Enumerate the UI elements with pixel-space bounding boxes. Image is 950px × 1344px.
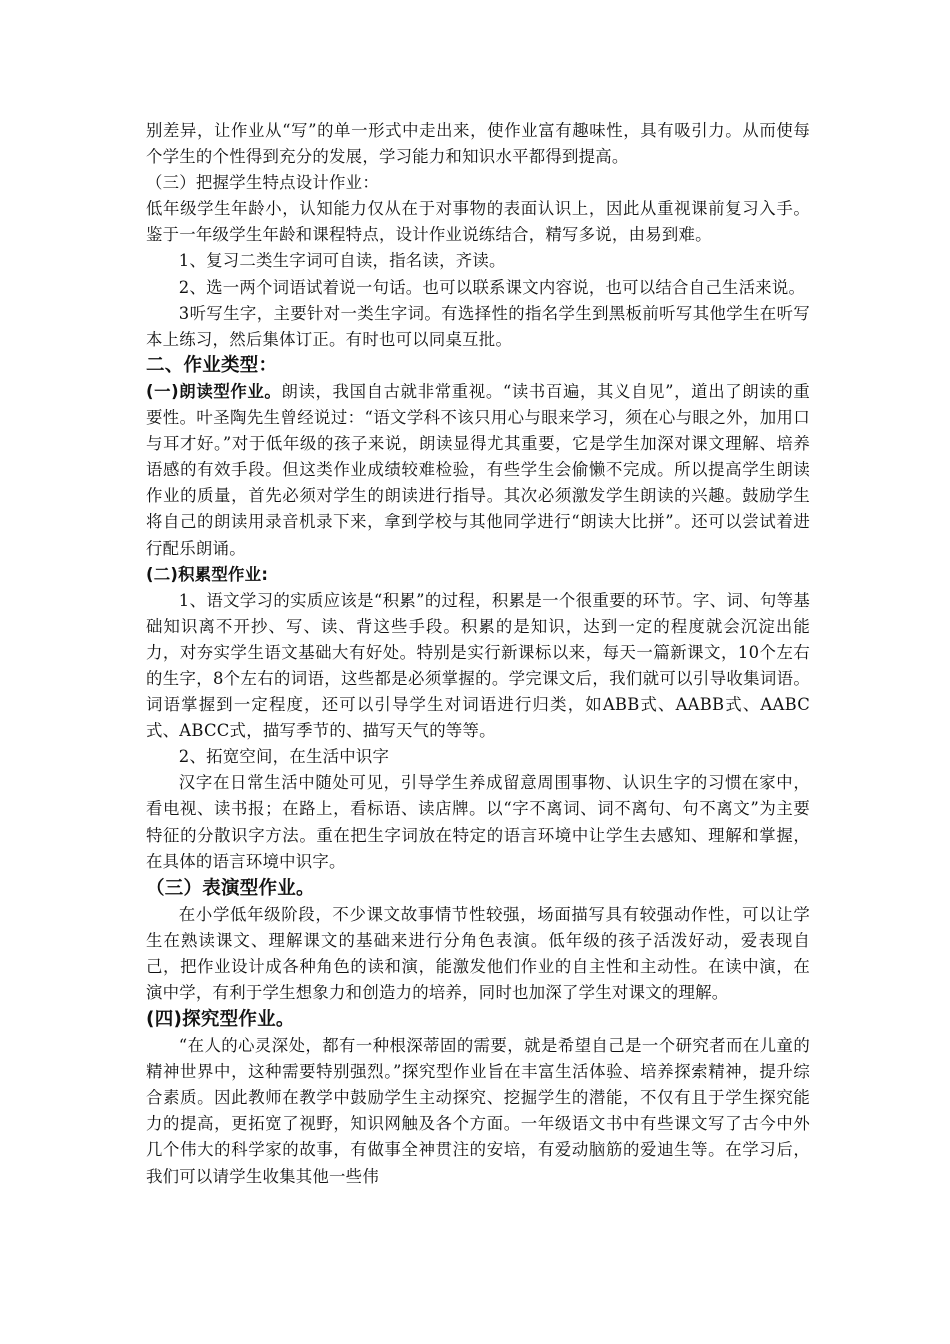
paragraph-intro: 别差异，让作业从“写”的单一形式中走出来，使作业富有趣味性，具有吸引力。从而使每个学生的个性得到充分的发展，学习能力和知识水平都得到提高。 — [146, 121, 810, 167]
paragraph-accumulation-1: 1、语文学习的实质应该是“积累”的过程，积累是一个很重要的环节。字、词、句等基础知识离不开抄、写、读、背这些手段。积累的是知识，达到一定的程度就会沉淀出能力，对夯实学生语文基础大有好处。特别是实行新课标以来，每天一篇新课文，10个左右的生字，8个左右的词语，这些都是必须掌握的。学完课文后，我们就可以引导收集词语。词语掌握到一定程度，还可以引导学生对词语进行归类，如ABB式、AABB式、AABC式、ABCC式，描写季节的、描写天气的等等。 — [146, 590, 810, 741]
paragraph-reading — [146, 379, 810, 562]
list-item-2: 2、选一两个词语试着说一句话。也可以联系课文内容说，也可以结合自己生活来说。 — [178, 277, 806, 297]
section-heading-homework-types: 二、作业类型： — [146, 354, 278, 376]
paragraph-exploration: “在人的心灵深处，都有一种根深蒂固的需要，就是希望自己是一个研究者而在儿童的精神世界中，这种需要特别强烈。”探究型作业旨在丰富生活体验、培养探索精神，提升综合素质。因此教师在教学中鼓励学生主动探究、挖掘学生的潜能，不仅有且于学生探究能力的提高，更拓宽了视野，知识网触及各个方面。一年级语文书中有些课文写了古今中外几个伟大的科学家的故事，有做事全神贯注的安培，有爱动脑筋的爱迪生等。在学习后，我们可以请学生收集其他一些伟 — [146, 1036, 810, 1186]
reading-homework-title: (一)朗读型作业。 — [146, 381, 282, 401]
heading-design-homework: （三）把握学生特点设计作业： — [146, 173, 379, 193]
heading-performance-homework: （三）表演型作业。 — [146, 877, 315, 899]
heading-exploration-homework: (四)探究型作业。 — [146, 1009, 295, 1031]
paragraph-performance: 在小学低年级阶段，不少课文故事情节性较强，场面描写具有较强动作性，可以让学生在熟读课文、理解课文的基础来进行分角色表演。低年级的孩子活泼好动，爱表现自己，把作业设计成各种角色的读和演，能激发他们作业的自主性和主动性。在读中演，在演中学，有利于学生想象力和创造力的培养，同时也加深了学生对课文的理解。 — [146, 904, 810, 1002]
accumulation-2-title: 2、拓宽空间，在生活中识字 — [178, 747, 390, 767]
list-item-1: 1、复习二类生字词可自读，指名读，齐读。 — [178, 251, 506, 271]
reading-homework-body: 朗读，我国自古就非常重视。“读书百遍，其义自见”，道出了朗读的重要性。叶圣陶先生曾经说过：“语文学科不该只用心与眼来学习，须在心与眼之外，加用口与耳才好。”对于低年级的孩子来说，朗读显得尤其重要，它是学生加深对课文理解、培养语感的有效手段。但这类作业成绩较难检验，有些学生会偷懒不完成。所以提高学生朗读作业的质量，首先必须对学生的朗读进行指导。其次必须激发学生朗读的兴趣。鼓励学生将自己的朗读用录音机录下来，拿到学校与其他同学进行“朗读大比拼”。还可以尝试着进行配乐朗诵。 — [146, 381, 810, 558]
document-page — [146, 118, 810, 1190]
list-item-3: 3听写生字，主要针对一类生字词。有选择性的指名学生到黑板前听写其他学生在听写本上练习，然后集体订正。有时也可以同桌互批。 — [146, 303, 810, 349]
heading-accumulation-homework: (二)积累型作业: — [146, 564, 269, 584]
paragraph-design: 低年级学生年龄小，认知能力仅从在于对事物的表面认识上，因此从重视课前复习入手。鉴于一年级学生年龄和课程特点，设计作业说练结合，精写多说，由易到难。 — [146, 199, 810, 245]
paragraph-accumulation-2: 汉字在日常生活中随处可见，引导学生养成留意周围事物、认识生字的习惯在家中，看电视、读书报；在路上，看标语、读店牌。以“字不离词、词不离句、句不离文”为主要特征的分散识字方法。重在把生字词放在特定的语言环境中让学生去感知、理解和掌握，在具体的语言环境中识字。 — [146, 773, 810, 871]
